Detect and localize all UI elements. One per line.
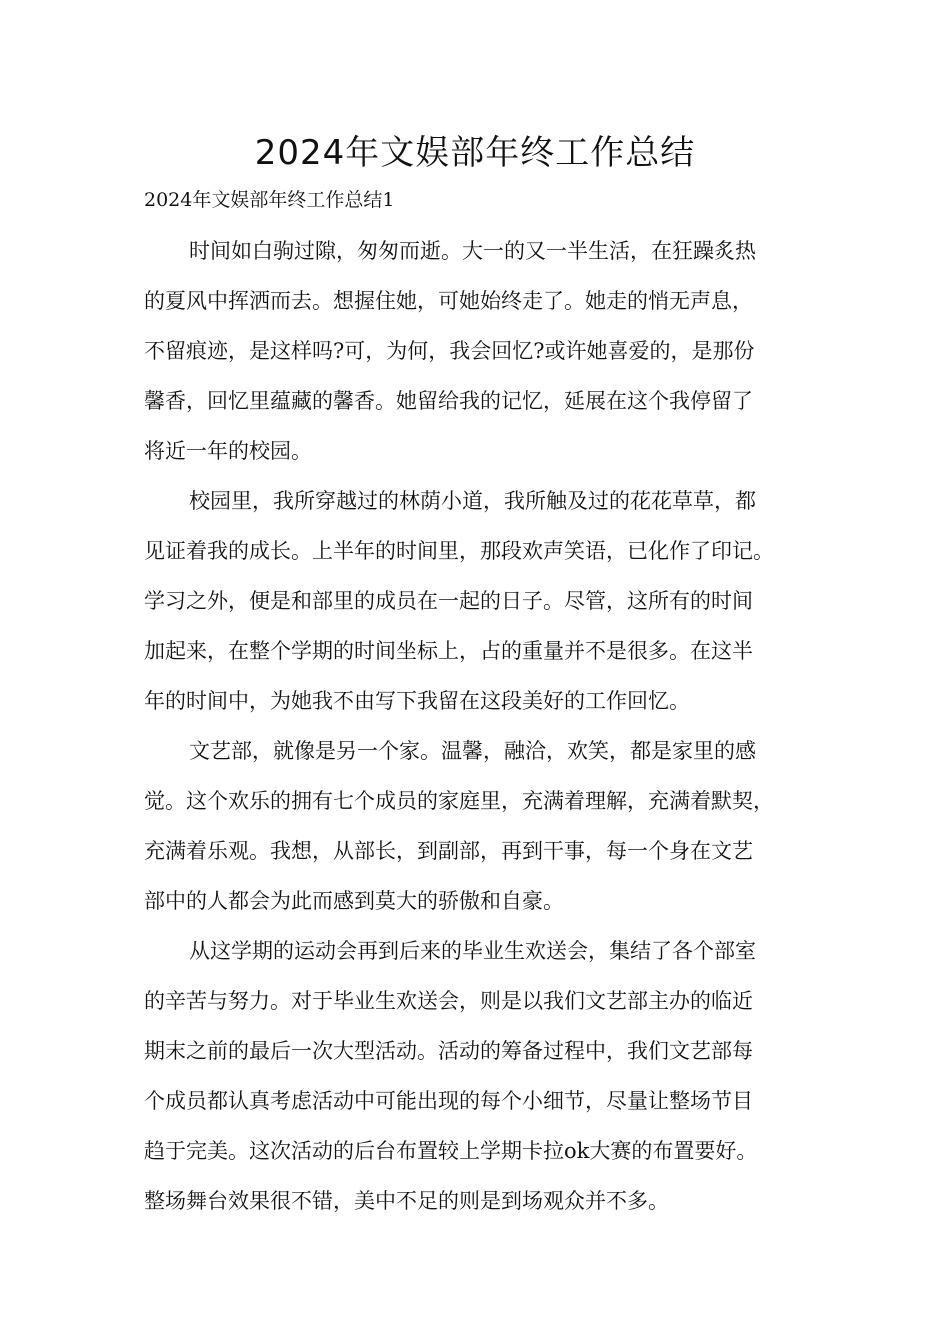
text-line: 见证着我的成长。上半年的时间里，那段欢声笑语，已化作了印记。 [144, 539, 774, 563]
text-line: 部中的人都会为此而感到莫大的骄傲和自豪。 [144, 889, 564, 913]
text-line: 年的时间中，为她我不由写下我留在这段美好的工作回忆。 [144, 689, 690, 713]
document-title: 2024年文娱部年终工作总结 [254, 133, 696, 173]
text-line: 期末之前的最后一次大型活动。活动的筹备过程中，我们文艺部每 [144, 1039, 753, 1063]
text-line: 的夏风中挥洒而去。想握住她，可她始终走了。她走的悄无声息， [144, 289, 753, 313]
text-line: 充满着乐观。我想，从部长，到副部，再到干事，每一个身在文艺 [144, 839, 753, 863]
text-line: 馨香，回忆里蕴藏的馨香。她留给我的记忆，延展在这个我停留了 [144, 389, 753, 413]
text-line: 个成员都认真考虑活动中可能出现的每个小细节，尽量让整场节目 [144, 1089, 753, 1113]
paragraph-3 [144, 726, 806, 926]
document-body [144, 226, 806, 1226]
text-line: 校园里，我所穿越过的林荫小道，我所触及过的花花草草，都 [189, 489, 756, 513]
paragraph-1 [144, 226, 806, 476]
text-line: 从这学期的运动会再到后来的毕业生欢送会，集结了各个部室 [189, 939, 756, 963]
text-line: 时间如白驹过隙，匆匆而逝。大一的又一半生活，在狂躁炙热 [189, 239, 756, 263]
text-line: 的辛苦与努力。对于毕业生欢送会，则是以我们文艺部主办的临近 [144, 989, 753, 1013]
text-line: 文艺部，就像是另一个家。温馨，融洽，欢笑，都是家里的感 [189, 739, 756, 763]
text-line: 觉。这个欢乐的拥有七个成员的家庭里，充满着理解，充满着默契， [144, 789, 774, 813]
text-line: 整场舞台效果很不错，美中不足的则是到场观众并不多。 [144, 1189, 669, 1213]
document-subtitle: 2024年文娱部年终工作总结1 [144, 189, 395, 211]
text-line: 加起来，在整个学期的时间坐标上，占的重量并不是很多。在这半 [144, 639, 753, 663]
text-line: 学习之外，便是和部里的成员在一起的日子。尽管，这所有的时间 [144, 589, 753, 613]
paragraph-2 [144, 476, 806, 726]
text-line: 趋于完美。这次活动的后台布置较上学期卡拉ok大赛的布置要好。 [144, 1139, 758, 1163]
paragraph-4 [144, 926, 806, 1226]
text-line: 不留痕迹，是这样吗?可，为何，我会回忆?或许她喜爱的，是那份 [144, 339, 755, 363]
text-line: 将近一年的校园。 [144, 439, 312, 463]
